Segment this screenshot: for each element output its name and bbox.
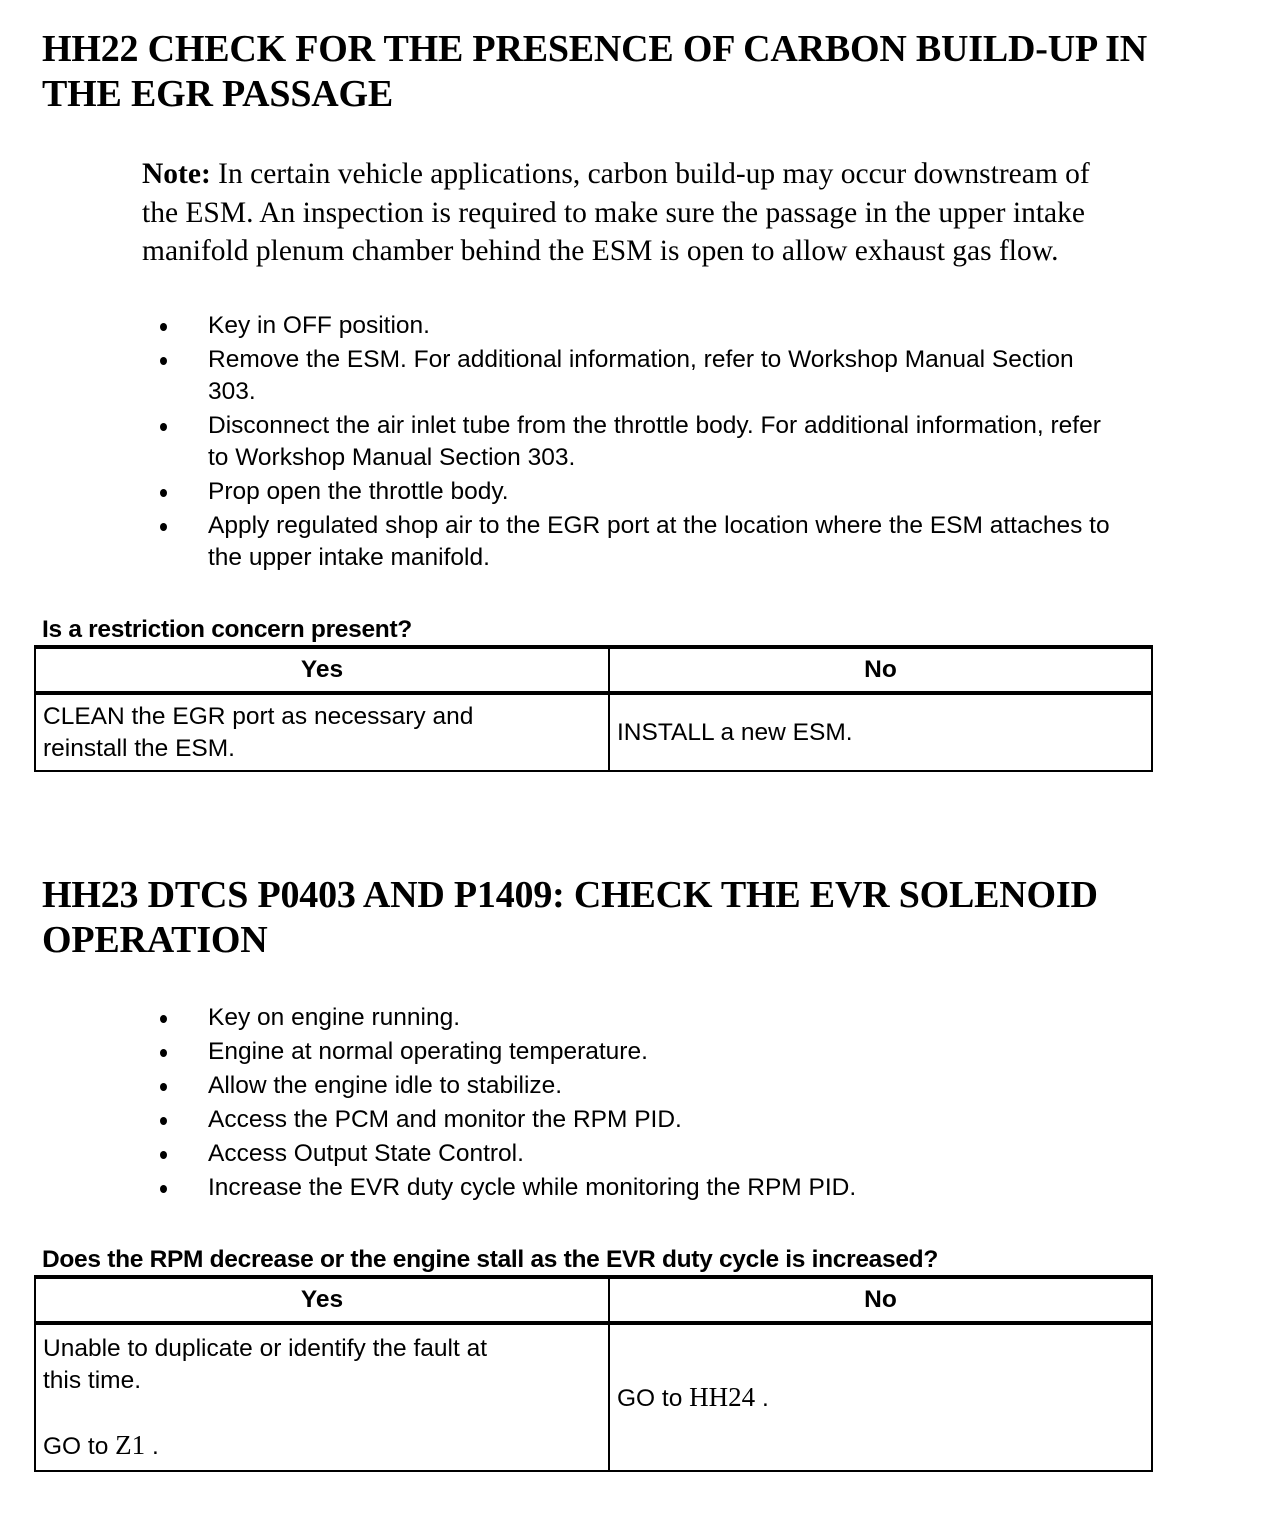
- list-item: Disconnect the air inlet tube from the throttle body. For additional information, refer to Workshop Manual Section 303.: [0, 410, 1110, 474]
- section-hh22-title: [42, 27, 1147, 117]
- table-row: [35, 693, 1152, 771]
- note-label: Note:: [142, 158, 211, 190]
- list-item: Engine at normal operating temperature.: [0, 1036, 856, 1068]
- hh22-question: Is a restriction concern present?: [42, 616, 412, 643]
- list-item: Access Output State Control.: [0, 1138, 856, 1170]
- cell-no: [609, 1323, 1152, 1471]
- bullet-icon: [160, 1151, 167, 1159]
- list-item: Apply regulated shop air to the EGR port at the location where the ESM attaches to the upper intake manifold.: [0, 510, 1110, 574]
- title-line: OPERATION: [42, 919, 268, 961]
- goto-hh24-line: GO to HH24 .: [617, 1381, 769, 1412]
- bullet-icon: [160, 489, 167, 497]
- list-item: Allow the engine idle to stabilize.: [0, 1070, 856, 1102]
- hh23-question: Does the RPM decrease or the engine stall as the EVR duty cycle is increased?: [42, 1246, 938, 1273]
- list-item: Key in OFF position.: [0, 310, 1110, 342]
- bullet-icon: [160, 1049, 167, 1057]
- bullet-icon: [160, 423, 167, 431]
- list-item: Access the PCM and monitor the RPM PID.: [0, 1104, 856, 1136]
- title-line: THE EGR PASSAGE: [42, 73, 394, 115]
- header-yes: Yes: [35, 647, 609, 693]
- hh22-steps-list: [0, 310, 1110, 576]
- cell-yes: CLEAN the EGR port as necessary and reinstall the ESM.: [35, 693, 609, 771]
- hh23-decision-table: [34, 1275, 1153, 1472]
- section-hh23-title: [42, 873, 1098, 963]
- table-header-row: [35, 647, 1152, 693]
- goto-hh24-link[interactable]: HH24: [689, 1381, 756, 1412]
- hh23-steps-list: [0, 1002, 856, 1206]
- goto-z1-link[interactable]: Z1: [115, 1429, 146, 1460]
- list-item: Remove the ESM. For additional information, refer to Workshop Manual Section 303.: [0, 344, 1110, 408]
- cell-no: INSTALL a new ESM.: [609, 693, 1152, 771]
- title-line: HH22 CHECK FOR THE PRESENCE OF CARBON BUILD-UP IN: [42, 28, 1147, 70]
- list-item: Key on engine running.: [0, 1002, 856, 1034]
- list-item: Increase the EVR duty cycle while monitoring the RPM PID.: [0, 1172, 856, 1204]
- header-no: No: [609, 1277, 1152, 1323]
- table-row: [35, 1323, 1152, 1471]
- title-line: HH23 DTCS P0403 AND P1409: CHECK THE EVR SOLENOID: [42, 874, 1098, 916]
- bullet-icon: [160, 357, 167, 365]
- note-line: manifold plenum chamber behind the ESM is open to allow exhaust gas flow.: [142, 235, 1059, 267]
- bullet-icon: [160, 1083, 167, 1091]
- bullet-icon: [160, 1117, 167, 1125]
- goto-z1-line: GO to Z1 .: [43, 1429, 159, 1460]
- note-line: the ESM. An inspection is required to make sure the passage in the upper intake: [142, 196, 1085, 229]
- bullet-icon: [160, 523, 167, 531]
- note-block: [142, 155, 1242, 271]
- bullet-icon: [160, 1185, 167, 1193]
- bullet-icon: [160, 1015, 167, 1023]
- list-item: Prop open the throttle body.: [0, 476, 1110, 508]
- header-no: No: [609, 647, 1152, 693]
- cell-yes: Unable to duplicate or identify the fault at this time. GO to Z1 .: [35, 1323, 609, 1471]
- table-header-row: [35, 1277, 1152, 1323]
- hh22-decision-table: [34, 645, 1153, 772]
- bullet-icon: [160, 323, 167, 331]
- note-line: Note: In certain vehicle applications, carbon build-up may occur downstream of: [142, 158, 1090, 190]
- header-yes: Yes: [35, 1277, 609, 1323]
